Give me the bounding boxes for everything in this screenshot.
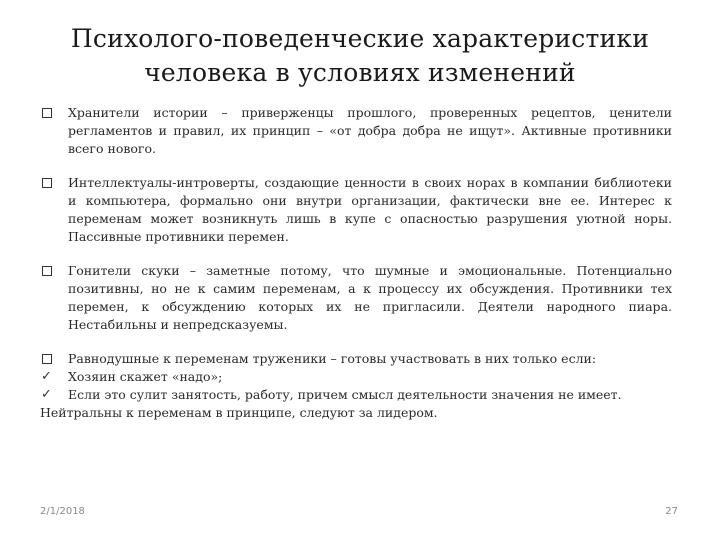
checkmark-icon: ✓ xyxy=(41,387,52,402)
slide-title xyxy=(40,22,680,90)
check-item-text: Если это сулит занятость, работу, причем смысл деятельности значения не имеет. xyxy=(68,387,622,402)
square-bullet-icon xyxy=(42,108,52,118)
title-line-2: человека в условиях изменений xyxy=(144,58,576,87)
check-item-text: Хозяин скажет «надо»; xyxy=(68,369,223,384)
square-bullet-icon xyxy=(42,354,52,364)
list-item xyxy=(40,350,672,368)
check-item xyxy=(40,386,672,404)
list-item xyxy=(40,104,672,158)
list-item-text: Равнодушные к переменам труженики – готовы участвовать в них только если: xyxy=(68,351,597,366)
page-number: 27 xyxy=(665,506,678,517)
indifferent-group xyxy=(40,350,672,422)
list-item xyxy=(40,262,672,334)
check-item xyxy=(40,368,672,386)
list-item-text: Хранители истории – приверженцы прошлого, проверенных рецептов, ценители регламентов и правил, их принцип – «от добра добра не ищут». Активные противники всего нового. xyxy=(68,105,672,156)
list-item xyxy=(40,174,672,246)
square-bullet-icon xyxy=(42,266,52,276)
square-bullet-icon xyxy=(42,178,52,188)
slide-body xyxy=(40,104,672,422)
footer-date: 2/1/2018 xyxy=(40,506,85,517)
checkmark-icon: ✓ xyxy=(41,369,52,384)
title-line-1: Психолого-поведенческие характеристики xyxy=(70,24,650,53)
list-item-text: Интеллектуалы-интроверты, создающие ценности в своих норах в компании библиотеки и компьютера, формально они внутри организации, фактически вне ее. Интерес к переменам может возникнуть лишь в купе с опасностью разрушения уютной норы. Пассивные противники перемен. xyxy=(68,175,672,244)
list-item-text: Гонители скуки – заметные потому, что шумные и эмоциональные. Потенциально позитивны, но не к самим переменам, а к процессу их обсуждения. Противники тех перемен, к обсуждению которых их не пригласили. Деятели народного пиара. Нестабильны и непредсказуемы. xyxy=(68,263,672,332)
closing-text: Нейтральны к переменам в принципе, следуют за лидером. xyxy=(40,405,438,420)
